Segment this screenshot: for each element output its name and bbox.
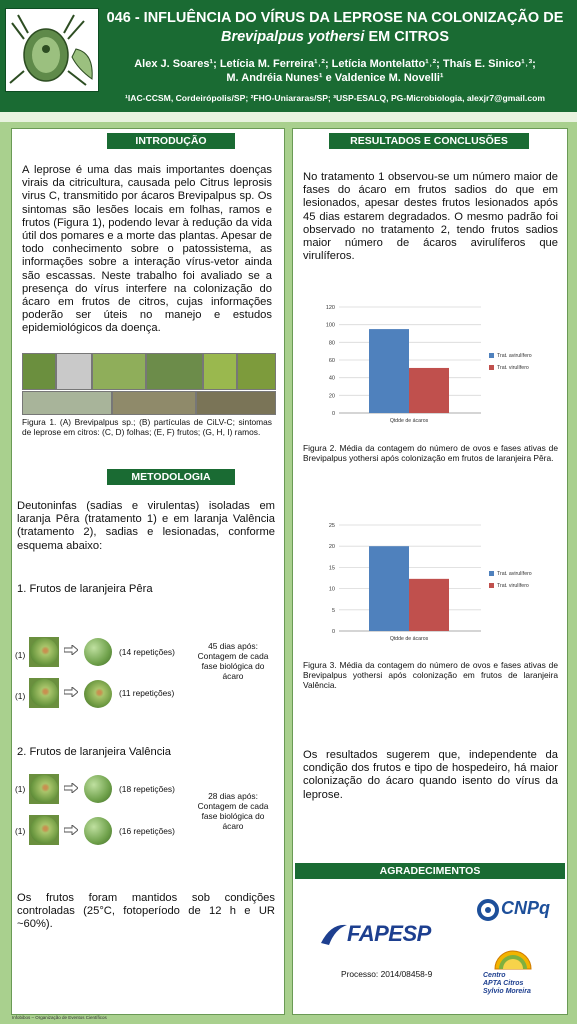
x-category-label: Qtdde de ácaros xyxy=(389,418,429,424)
authors-line2: M. Andréia Nunes¹ e Valdenice M. Novelli¹ xyxy=(226,72,444,84)
species-name: Brevipalpus yothersi xyxy=(220,29,365,45)
citrus-slice-icon xyxy=(493,947,533,971)
pera-mite-fruit-2 xyxy=(29,678,59,708)
healthy-fruit-icon xyxy=(84,775,112,803)
figure1-caption: Figura 1. (A) Brevipalpus sp.; (B) partículas de CiLV-C; sintomas de leprose em citros: (C, D) folhas; (E, F) frutos; (G, H, I) ramos. xyxy=(22,417,272,438)
poster-header xyxy=(0,0,577,112)
legend-swatch xyxy=(489,353,494,358)
mite-illustration-icon xyxy=(6,9,98,91)
figure2-caption: Figura 2. Média da contagem do número de ovos e fases ativas de Brevipalpus yothersi após colonização em frutos de laranjeira Pêra. xyxy=(303,443,558,464)
healthy-fruit-icon xyxy=(84,638,112,666)
resultados-text2: Os resultados sugerem que, independente da condição dos frutos e tipo de hospedeiro, há maior colonização do ácaro quando isento do vírus da leprose. xyxy=(303,749,558,801)
photo-h xyxy=(112,391,196,415)
section-pera-title: 1. Frutos de laranjeira Pêra xyxy=(17,583,153,595)
val-row1-label: (1) xyxy=(15,784,26,794)
arrow-right-icon xyxy=(64,783,78,793)
authors-line1: Alex J. Soares¹; Letícia M. Ferreira¹˒²; Letícia Montelatto¹˒²; Thaís E. Sinico¹˒³; xyxy=(134,58,536,70)
arrow-right-icon xyxy=(64,687,78,697)
bar-avirulifero xyxy=(369,329,409,413)
centro-apta-citros-logo xyxy=(483,947,545,1003)
lesion-fruit-icon xyxy=(30,816,58,844)
legend-swatch xyxy=(489,365,494,370)
poster-title-line2 xyxy=(100,29,570,45)
healthy-fruit-icon xyxy=(84,817,112,845)
metodologia-heading: METODOLOGIA xyxy=(107,469,235,485)
val-rep-2: (16 repetições) xyxy=(119,826,175,836)
legend-label: Trat. virulífero xyxy=(497,365,529,371)
y-tick-label: 120 xyxy=(325,305,335,311)
legend-swatch xyxy=(489,583,494,588)
footer-note: Infobibos – Organização de Eventos Científicos xyxy=(12,1015,107,1020)
pera-rep-1: (14 repetições) xyxy=(119,647,175,657)
lesion-fruit-icon xyxy=(30,638,58,666)
y-tick-label: 10 xyxy=(328,586,335,593)
resultados-text1: No tratamento 1 observou-se um número maior de fases do ácaro em frutos sadios do que em lesionados, apesar destes frutos lesionados após 45 dias estarem degradados. O mesmo padrão foi observado no tratamento 2, tendo frutos sadios maior número de ácaros avirulíferos que virulíferos. xyxy=(303,171,558,263)
section-valencia-title: 2. Frutos de laranjeira Valência xyxy=(17,746,172,758)
y-tick-label: 5 xyxy=(331,607,335,614)
poster-title-line1: 046 - INFLUÊNCIA DO VÍRUS DA LEPROSE NA COLONIZAÇÃO DE xyxy=(106,10,564,26)
photo-d xyxy=(146,353,203,390)
figure3-caption: Figura 3. Média da contagem do número de ovos e fases ativas de Brevipalpus yothersi após colonização em frutos de laranjeira Valência. xyxy=(303,660,558,691)
arrow-right-icon xyxy=(64,645,78,655)
val-mite-fruit-1 xyxy=(29,774,59,804)
y-tick-label: 0 xyxy=(331,629,335,635)
y-tick-label: 40 xyxy=(328,375,335,382)
photo-g xyxy=(22,391,112,415)
metodologia-text: Deutoninfas (sadias e virulentas) isoladas em laranja Pêra (tratamento 1) e em laranja Valência (tratamento 2), sadias e lesionadas, conforme esquema abaixo: xyxy=(17,500,275,552)
intro-text: A leprose é uma das mais importantes doenças virais da citricultura, causada pelo Citrus leprosis virus C, transmitido por ácaros Brevipalpus sp. Os sintomas são lesões locais em folhas, ramos e frutos (Figura 1), podendo levar à redução da vida útil dos pomares e a morte das plantas. Apesar de todo conhecimento sobre o patossistema, as informações sobre a interação vírus-vetor ainda são escassas. Neste trabalho foi avaliado se a presença do vírus interfere na colonização do ácaro em frutos de citros, cujas informações poderão ser úteis no manejo e estudos epidemiológicos da doença. xyxy=(22,164,272,335)
fapesp-wordmark: FAPESP xyxy=(347,921,431,946)
fapesp-logo xyxy=(321,919,431,951)
pera-rep-2: (11 repetições) xyxy=(119,688,175,698)
cnpq-logo xyxy=(477,897,557,923)
legend-label: Trat. avirulífero xyxy=(497,353,532,359)
val-mite-fruit-2 xyxy=(29,815,59,845)
agradecimentos-heading: AGRADECIMENTOS xyxy=(295,863,565,879)
arrow-right-icon xyxy=(64,825,78,835)
legend-swatch xyxy=(489,571,494,576)
y-tick-label: 60 xyxy=(328,358,335,364)
centro-line1: Centro xyxy=(483,972,506,979)
val-rep-1: (18 repetições) xyxy=(119,784,175,794)
institution-logo xyxy=(5,8,99,92)
y-tick-label: 20 xyxy=(328,393,335,400)
figure3-chart xyxy=(313,517,553,652)
legend-label: Trat. avirulífero xyxy=(497,571,532,577)
affiliations: ¹IAC-CCSM, Cordeirópolis/SP; ²FHO-Uniararas/SP; ³USP-ESALQ, PG-Microbiologia, alexjr7@gmail.com xyxy=(125,93,545,103)
lesion-fruit-icon xyxy=(30,775,58,803)
photo-a xyxy=(22,353,56,390)
bar-virulifero xyxy=(409,579,449,631)
title-suffix: EM CITROS xyxy=(364,29,450,45)
x-category-label: Qtdde de ácaros xyxy=(389,636,429,642)
pera-row1-label: (1) xyxy=(15,650,26,660)
photo-c xyxy=(92,353,146,390)
y-tick-label: 100 xyxy=(325,322,335,329)
pera-mite-fruit-1 xyxy=(29,637,59,667)
centro-line3: Sylvio Moreira xyxy=(483,988,531,995)
cnpq-wordmark: CNPq xyxy=(501,898,550,918)
legend-label: Trat. virulífero xyxy=(497,583,529,589)
y-tick-label: 0 xyxy=(331,411,335,417)
lesion-fruit-icon xyxy=(30,679,58,707)
cnpq-circle-icon xyxy=(477,899,499,921)
centro-label xyxy=(483,972,531,996)
metodologia-closing: Os frutos foram mantidos sob condições controladas (25°C, fotoperíodo de 12 h e UR ~60%). xyxy=(17,892,275,931)
val-row2-label: (1) xyxy=(15,826,26,836)
photo-e xyxy=(203,353,237,390)
photo-i xyxy=(196,391,276,415)
right-column xyxy=(292,128,568,1015)
authors xyxy=(100,57,570,85)
intro-heading: INTRODUÇÃO xyxy=(107,133,235,149)
pera-note: 45 dias após: Contagem de cada fase biológica do ácaro xyxy=(197,641,269,681)
bar-avirulifero xyxy=(369,546,409,631)
y-tick-label: 20 xyxy=(328,544,335,551)
bar-virulifero xyxy=(409,368,449,413)
valencia-note: 28 dias após: Contagem de cada fase biológica do ácaro xyxy=(197,791,269,831)
fapesp-swoosh-icon xyxy=(321,923,347,947)
header-divider xyxy=(0,112,577,122)
photo-f xyxy=(237,353,276,390)
y-tick-label: 25 xyxy=(328,523,335,529)
photo-b xyxy=(56,353,92,390)
lesioned-fruit-icon xyxy=(84,680,112,708)
centro-line2: APTA Citros xyxy=(483,980,524,987)
y-tick-label: 80 xyxy=(328,340,335,347)
figure2-chart xyxy=(313,299,553,434)
left-column xyxy=(11,128,285,1015)
resultados-heading: RESULTADOS E CONCLUSÕES xyxy=(329,133,529,149)
processo-number: Processo: 2014/08458-9 xyxy=(341,969,433,979)
y-tick-label: 15 xyxy=(328,565,335,572)
pera-row2-label: (1) xyxy=(15,691,26,701)
